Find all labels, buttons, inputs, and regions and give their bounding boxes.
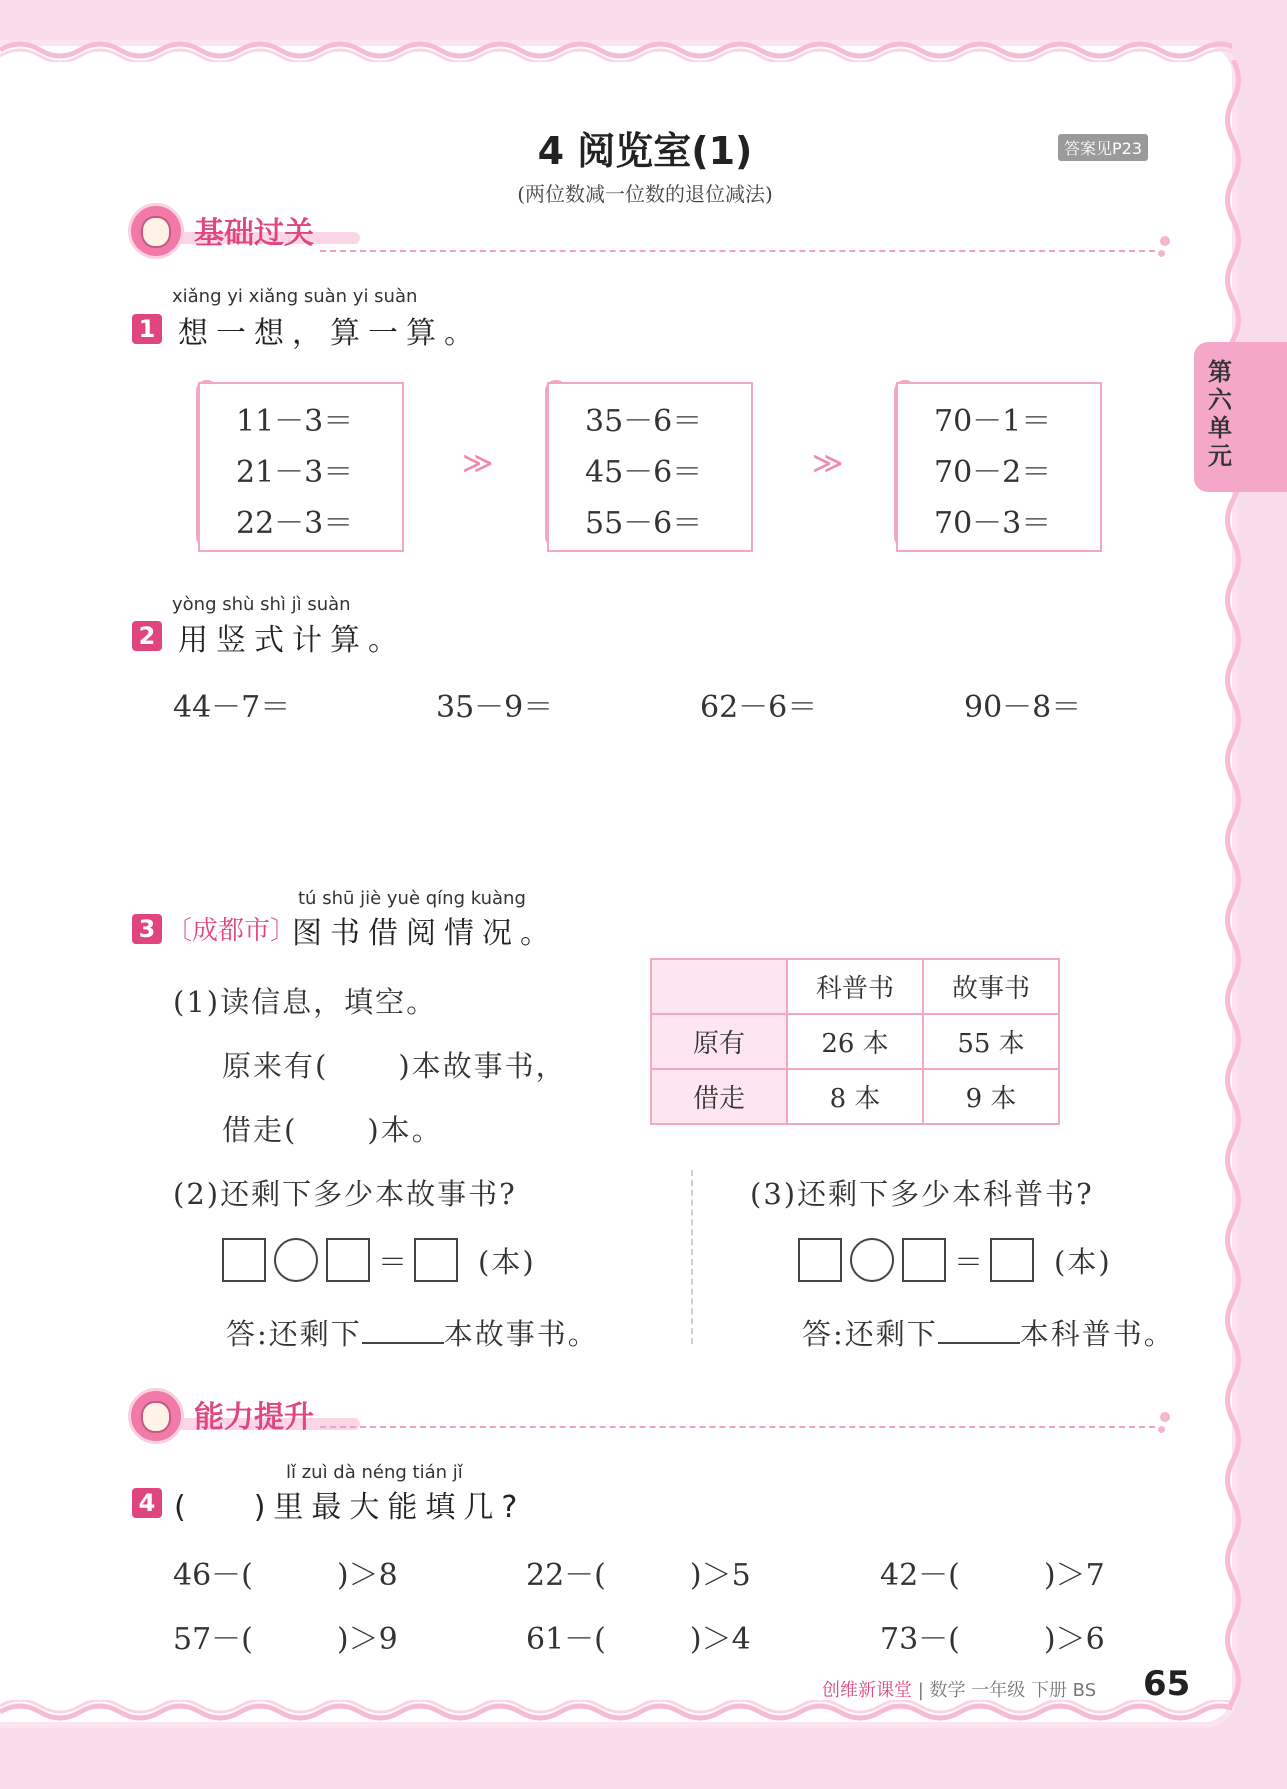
q4-inequality	[173, 1614, 398, 1658]
q4-inequality	[880, 1550, 1105, 1594]
mascot-icon	[128, 203, 184, 259]
answer-box[interactable]	[990, 1238, 1034, 1282]
borrow-table	[650, 958, 1060, 1125]
footer-brand: 创维新课堂	[822, 1680, 912, 1701]
unit-label: (本)	[1054, 1245, 1112, 1279]
q4-instruction	[174, 1482, 525, 1526]
section-dot-icon	[1158, 250, 1165, 257]
page-number: 65	[1143, 1664, 1191, 1704]
q3-answer2-b: 本故事书。	[443, 1317, 599, 1351]
q3-answer3-b: 本科普书。	[1019, 1317, 1175, 1351]
q1-equation: 45－6＝	[585, 455, 703, 490]
q1-equation: 70－3＝	[934, 506, 1052, 541]
mascot-face-icon	[141, 216, 171, 248]
q3-part3-label: (3)还剩下多少本科普书?	[750, 1177, 1094, 1211]
q3-answer3-a: 答:还剩下	[802, 1317, 938, 1351]
q4-ineq-right: )＞8	[336, 1558, 398, 1593]
table-cell: 8 本	[787, 1069, 923, 1124]
q4-ineq-left: 57－(	[173, 1622, 253, 1657]
q1-equation: 70－1＝	[934, 404, 1052, 439]
equals-sign: ＝	[954, 1245, 986, 1279]
q2-instruction: 用竖式计算。	[178, 623, 406, 658]
section-advanced-divider	[320, 1426, 1155, 1428]
q3-part1-line2-a: 借走(	[222, 1113, 298, 1147]
q4-ineq-right: )＞7	[1043, 1558, 1105, 1593]
mascot-icon	[128, 1388, 184, 1444]
page-title: 4 阅览室(1)	[537, 129, 753, 173]
q1-pinyin: xiǎng yi xiǎng suàn yi suàn	[172, 286, 418, 307]
q1-number-badge: 1	[132, 314, 162, 344]
q1-equation: 21－3＝	[236, 455, 354, 490]
answer-box[interactable]	[222, 1238, 266, 1282]
operator-circle[interactable]	[850, 1238, 894, 1282]
answer-box[interactable]	[326, 1238, 370, 1282]
section-dot-icon	[1158, 1426, 1165, 1433]
q4-instruction-a: (	[174, 1490, 194, 1525]
arrow-right-icon: ≫	[812, 446, 844, 481]
q1-equation: 35－6＝	[585, 404, 703, 439]
q4-number-badge: 4	[132, 1488, 162, 1518]
operator-circle[interactable]	[274, 1238, 318, 1282]
section-advanced-title: 能力提升	[194, 1400, 314, 1435]
q3-part1-label: (1)读信息，填空。	[173, 985, 438, 1019]
q4-ineq-left: 61－(	[526, 1622, 606, 1657]
q3-part1-line1	[222, 1044, 567, 1085]
q3-answer2	[226, 1312, 599, 1353]
q1-group-3	[896, 382, 1102, 552]
section-basic-divider	[320, 250, 1155, 252]
q3-answer2-a: 答:还剩下	[226, 1317, 362, 1351]
q4-ineq-left: 73－(	[880, 1622, 960, 1657]
q3-city-tag: 〔成都市〕	[166, 916, 297, 946]
unit-side-tab-label: 第六单元	[1208, 358, 1232, 470]
q3-part2-label: (2)还剩下多少本故事书?	[173, 1177, 517, 1211]
q3-pinyin: tú shū jiè yuè qíng kuàng	[298, 888, 526, 909]
section-basic-title: 基础过关	[194, 216, 314, 251]
q1-group-2	[547, 382, 753, 552]
q3-part1-line2	[222, 1108, 443, 1149]
table-cell: 9 本	[923, 1069, 1059, 1124]
arrow-right-icon: ≫	[462, 446, 494, 481]
column-divider	[691, 1170, 693, 1344]
top-wave-border	[0, 38, 1232, 62]
page-subtitle: (两位数减一位数的退位减法)	[517, 182, 773, 206]
q2-item: 35－9＝	[436, 690, 554, 725]
table-row	[651, 1014, 1059, 1069]
q1-equation: 22－3＝	[236, 506, 354, 541]
q3-answer3	[802, 1312, 1175, 1353]
q1-equation: 70－2＝	[934, 455, 1052, 490]
table-row-label: 原有	[651, 1014, 787, 1069]
q2-item: 90－8＝	[964, 690, 1082, 725]
q2-item: 62－6＝	[700, 690, 818, 725]
q4-ineq-left: 42－(	[880, 1558, 960, 1593]
q1-equation: 55－6＝	[585, 506, 703, 541]
answer-box[interactable]	[414, 1238, 458, 1282]
q1-group-1	[198, 382, 404, 552]
right-wave-border	[1222, 60, 1244, 1710]
q3-part1-line1-a: 原来有(	[222, 1049, 329, 1083]
answer-blank[interactable]	[938, 1316, 1020, 1344]
q4-inequality	[526, 1614, 751, 1658]
unit-label: (本)	[478, 1245, 536, 1279]
table-row	[651, 959, 1059, 1014]
table-cell: 26 本	[787, 1014, 923, 1069]
table-row	[651, 1069, 1059, 1124]
q2-number-badge: 2	[132, 621, 162, 651]
q4-pinyin: lǐ zuì dà néng tián jǐ	[286, 1462, 463, 1483]
section-dot-icon	[1160, 236, 1170, 246]
q3-part1-line1-b: )本故事书，	[398, 1049, 567, 1083]
q4-inequality	[173, 1550, 398, 1594]
answer-box[interactable]	[902, 1238, 946, 1282]
q2-pinyin: yòng shù shì jì suàn	[172, 594, 351, 615]
q4-inequality	[880, 1614, 1105, 1658]
answer-blank[interactable]	[362, 1316, 444, 1344]
q3-instruction: 图书借阅情况。	[292, 916, 558, 951]
footer-info	[822, 1676, 1096, 1702]
mascot-face-icon	[141, 1401, 171, 1433]
table-row-label: 借走	[651, 1069, 787, 1124]
section-dot-icon	[1160, 1412, 1170, 1422]
answer-box[interactable]	[798, 1238, 842, 1282]
q4-ineq-right: )＞6	[1043, 1622, 1105, 1657]
q4-inequality	[526, 1550, 751, 1594]
table-header-cell	[651, 959, 787, 1014]
q4-ineq-right: )＞5	[689, 1558, 751, 1593]
footer-course: | 数学 一年级 下册 BS	[917, 1680, 1097, 1701]
q4-ineq-left: 46－(	[173, 1558, 253, 1593]
q3-part1-line2-b: )本。	[367, 1113, 443, 1147]
answer-reference-badge: 答案见P23	[1058, 134, 1148, 161]
q1-equation: 11－3＝	[236, 404, 354, 439]
q1-instruction: 想一想，算一算。	[178, 316, 482, 351]
bottom-wave-border	[0, 1700, 1232, 1724]
table-header-cell: 科普书	[787, 959, 923, 1014]
table-header-cell: 故事书	[923, 959, 1059, 1014]
table-cell: 55 本	[923, 1014, 1059, 1069]
equals-sign: ＝	[378, 1245, 410, 1279]
q2-item: 44－7＝	[173, 690, 291, 725]
q4-ineq-right: )＞4	[689, 1622, 751, 1657]
q4-ineq-left: 22－(	[526, 1558, 606, 1593]
q4-ineq-right: )＞9	[336, 1622, 398, 1657]
q4-instruction-b: )里最大能填几?	[253, 1490, 526, 1525]
q3-number-badge: 3	[132, 914, 162, 944]
